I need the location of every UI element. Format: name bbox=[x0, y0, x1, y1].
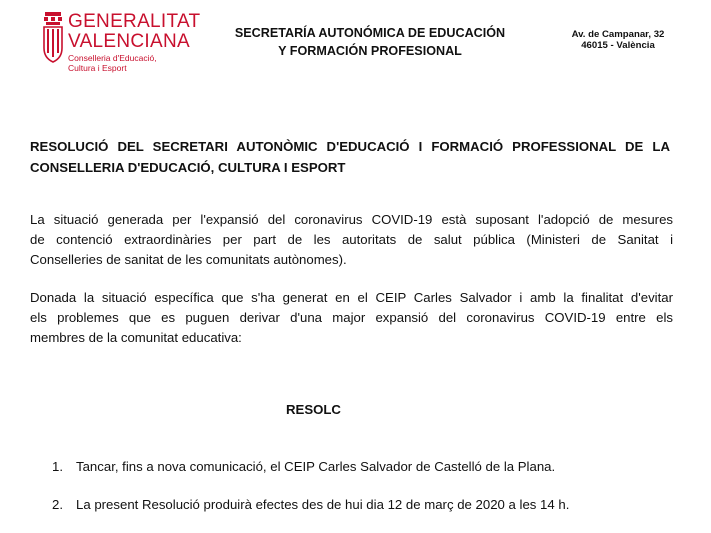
document-title: RESOLUCIÓ DEL SECRETARI AUTONÒMIC D'EDUCACIÓ I FORMACIÓ PROFESSIONAL DE LA CONSELLERIA D'EDUCACIÓ, CULTURA I ESPORT bbox=[30, 139, 670, 175]
list-item-number: 2. bbox=[52, 497, 63, 512]
logo-department-line-2: Cultura i Esport bbox=[68, 63, 127, 73]
paragraph-1 bbox=[30, 210, 673, 270]
secretaria-line-1: SECRETARÍA AUTONÓMICA DE EDUCACIÓN bbox=[234, 26, 506, 40]
logo-wordmark bbox=[68, 12, 200, 73]
secretaria-line-2: Y FORMACIÓN PROFESIONAL bbox=[278, 44, 462, 58]
logo-line-2: VALENCIANA bbox=[68, 31, 190, 52]
address-block bbox=[548, 29, 688, 51]
list-item-text: La present Resolució produirà efectes des de hui dia 12 de març de 2020 a les 14 h. bbox=[76, 497, 570, 512]
paragraph-1-line: Conselleries de sanitat de les comunitats autònomes). bbox=[30, 252, 347, 267]
logo-department-line-1: Conselleria d'Educació, bbox=[68, 53, 157, 63]
paragraph-1-line: La situació generada per l'expansió del coronavirus COVID-19 està suposant l'adopció de mesures bbox=[30, 212, 673, 227]
logo-line-1: GENERALITAT bbox=[68, 11, 201, 32]
address-street: Av. de Campanar, 32 bbox=[571, 29, 665, 40]
generalitat-logo bbox=[42, 11, 201, 82]
paragraph-2-line: Donada la situació específica que s'ha generat en el CEIP Carles Salvador i amb la finalitat d'evitar bbox=[30, 290, 673, 305]
list-item-text: Tancar, fins a nova comunicació, el CEIP Carles Salvador de Castelló de la Plana. bbox=[76, 459, 556, 474]
paragraph-2-line: membres de la comunitat educativa: bbox=[30, 330, 242, 345]
secretaria-heading bbox=[220, 24, 520, 60]
letterhead bbox=[0, 0, 711, 80]
list-item-number: 1. bbox=[52, 459, 63, 474]
resolc-heading: RESOLC bbox=[286, 402, 341, 417]
paragraph-2 bbox=[30, 288, 673, 348]
paragraph-1-line: de contenció extraordinàries per part de les autoritats de salut pública (Ministeri de Sanitat i bbox=[30, 232, 673, 247]
coat-of-arms-icon bbox=[42, 12, 64, 70]
paragraph-2-line: els problemes que es puguen derivar d'una major expansió del coronavirus COVID-19 entre els bbox=[30, 310, 673, 325]
address-postcode: 46015 - València bbox=[581, 40, 655, 51]
